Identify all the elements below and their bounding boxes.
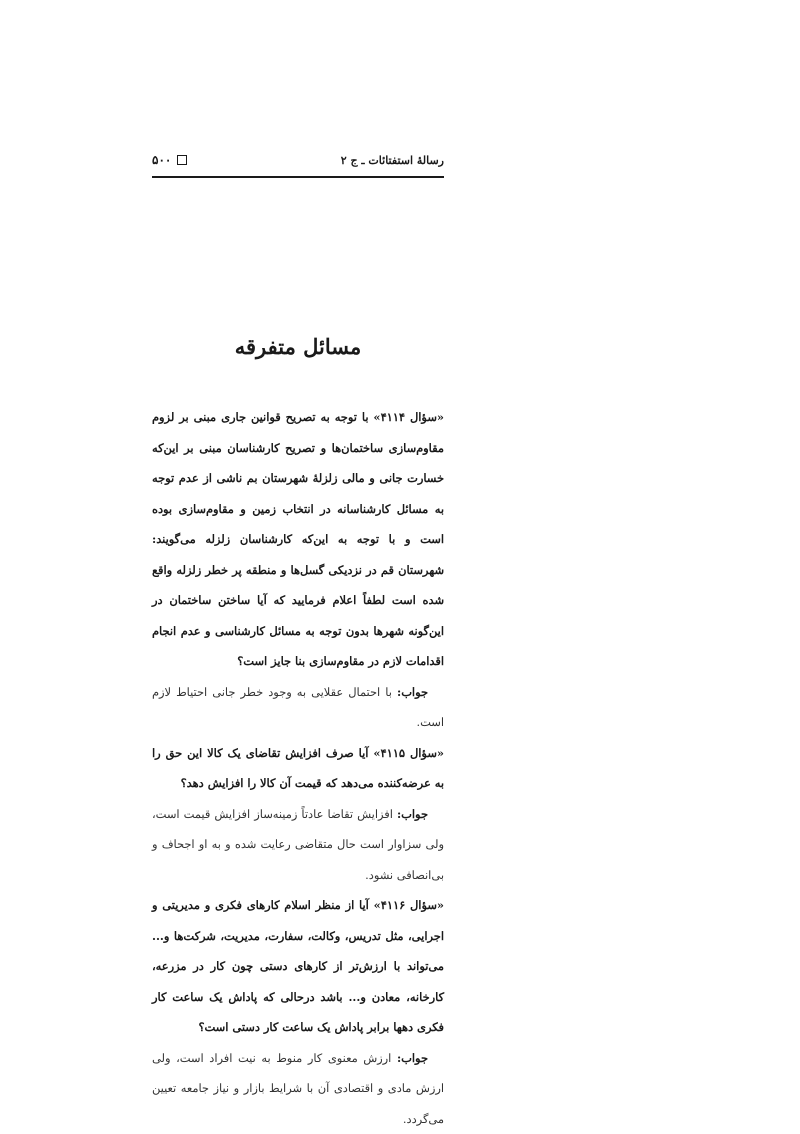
- running-title: رسالهٔ استفتائات ـ ج ۲: [341, 154, 444, 167]
- question-4114: «سؤال ۴۱۱۴» با توجه به تصریح قوانین جاری مبنی بر لزوم مقاوم‌سازی ساختمان‌ها و تصریح کارشناسان مبنی بر این‌که خسارت جانی و مالی زلزلهٔ شهرستان بم ناشی از عدم توجه به مسائل کارشناسانه در انتخاب زمین و مقاوم‌سازی بوده است و با توجه به این‌که کارشناسان زلزله می‌گویند: شهرستان قم در نزدیکی گسل‌ها و منطقه پر خطر زلزله واقع شده است لطفاً اعلام فرمایید که آیا ساختن ساختمان در این‌گونه شهرها بدون توجه به مسائل کارشناسی و عدم انجام اقدامات لازم در مقاوم‌سازی بنا جایز است؟: [152, 402, 444, 677]
- section-title: مسائل متفرقه: [152, 334, 444, 359]
- answer-text: افزایش تقاضا عادتاً زمینه‌ساز افزایش قیمت است، ولی سزاوار است حال متقاضی رعایت شده و به او اجحاف و بی‌انصافی نشود.: [152, 807, 444, 882]
- page-header: [152, 148, 444, 172]
- answer-label: جواب:: [397, 807, 428, 821]
- question-4116: «سؤال ۴۱۱۶» آیا از منظر اسلام کارهای فکری و مدیریتی و اجرایی، مثل تدریس، وکالت، سفارت، مدیریت، شرکت‌ها و... می‌تواند با ارزش‌تر از کارهای دستی چون کار در مزرعه، کارخانه، معادن و... باشد درحالی که پاداش یک ساعت کار فکری دهها برابر پاداش یک ساعت کار دستی است؟: [152, 890, 444, 1043]
- page-number: ۵۰۰: [152, 153, 171, 167]
- answer-text: ارزش معنوی کار منوط به نیت افراد است، ولی ارزش مادی و اقتصادی آن با شرایط بازار و نیاز جامعه تعیین می‌گردد.: [152, 1051, 444, 1126]
- answer-4116: [152, 1043, 444, 1134]
- answer-text: با احتمال عقلایی به وجود خطر جانی احتیاط لازم است.: [152, 685, 444, 730]
- answer-label: جواب:: [397, 685, 428, 699]
- square-bullet-icon: [177, 155, 187, 165]
- question-4115: «سؤال ۴۱۱۵» آیا صرف افزایش تقاضای یک کالا این حق را به عرضه‌کننده می‌دهد که قیمت آن کالا را افزایش دهد؟: [152, 738, 444, 799]
- answer-label: جواب:: [397, 1051, 428, 1065]
- page-number-block: [152, 153, 187, 167]
- body-text: [152, 402, 444, 1134]
- answer-4114: [152, 677, 444, 738]
- answer-4115: [152, 799, 444, 891]
- header-rule: [152, 176, 444, 178]
